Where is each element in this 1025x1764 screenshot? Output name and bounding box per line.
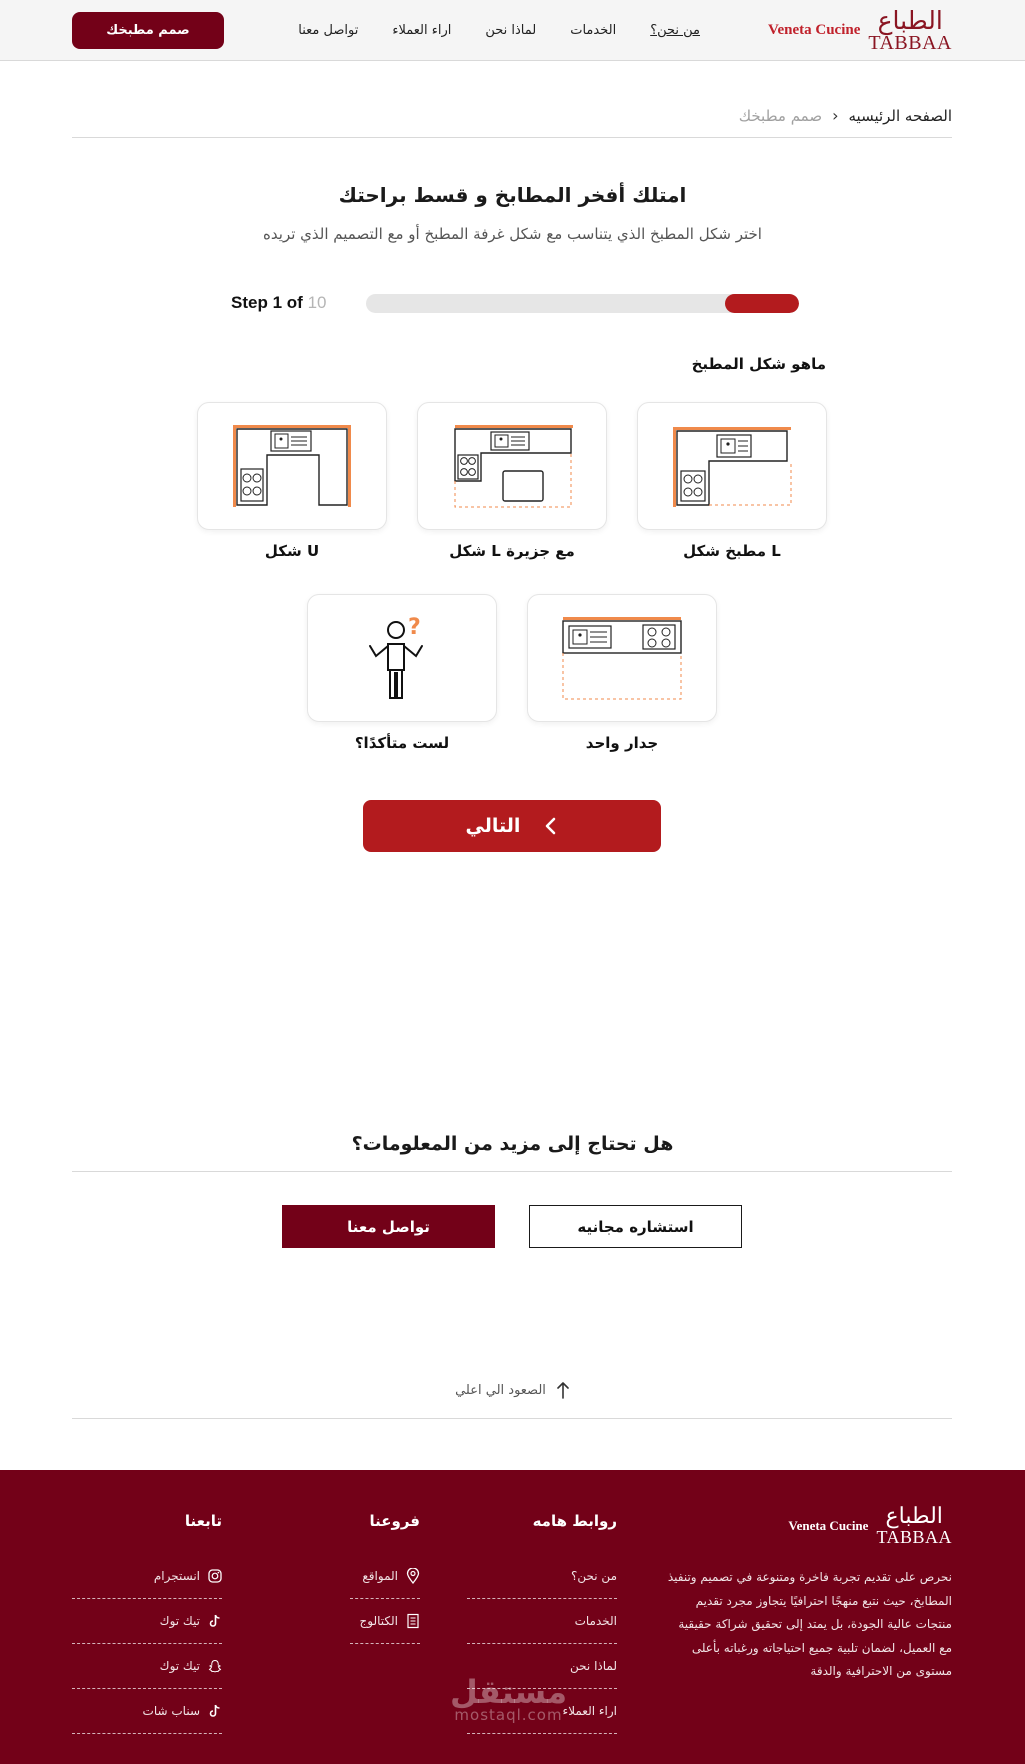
breadcrumb-home-link[interactable]: الصفحه الرئيسيه <box>848 106 952 125</box>
watermark-latin: mostaql.com <box>454 1706 563 1724</box>
option-card-l-island[interactable] <box>417 402 607 530</box>
divider <box>72 1171 952 1172</box>
page-subtitle: اختر شكل المطبخ الذي يتناسب مع شكل غرفة المطبخ أو مع التصميم الذي تريده <box>263 225 762 243</box>
progress-bar <box>366 294 799 313</box>
social-link-instagram[interactable] <box>72 1554 222 1599</box>
footer-branches-column <box>350 1512 420 1644</box>
footer-logo-latin-text: TABBAA <box>876 1527 952 1547</box>
footer-logo-arabic-text: الطباع <box>885 1504 943 1529</box>
brand-logo[interactable] <box>768 6 952 54</box>
tiktok-icon <box>208 1614 222 1628</box>
divider <box>72 1418 952 1419</box>
footer-tabbaa-logo <box>876 1506 952 1546</box>
footer-branches-title: فروعنا <box>369 1512 420 1530</box>
l-shape-island-kitchen-icon <box>447 421 577 511</box>
footer-social-column <box>72 1512 222 1734</box>
breadcrumb <box>739 106 952 125</box>
u-shape-kitchen-icon <box>227 421 357 511</box>
watermark <box>450 1673 568 1724</box>
step-of: of <box>286 293 303 312</box>
chevron-left-icon <box>544 817 558 835</box>
footer-link-label: المواقع <box>362 1569 398 1583</box>
free-consultation-button[interactable]: استشاره مجانيه <box>529 1205 742 1248</box>
option-label-single-wall: جدار واحد <box>585 734 659 752</box>
snapchat-icon <box>208 1659 222 1673</box>
social-link-tiktok[interactable] <box>72 1599 222 1644</box>
watermark-arabic: مستقل <box>450 1673 568 1711</box>
step-prefix: Step <box>231 293 268 312</box>
next-button-label: التالي <box>465 815 521 837</box>
more-info-title: هل تحتاج إلى مزيد من المعلومات؟ <box>351 1133 674 1155</box>
logo-latin-text: TABBAA <box>868 31 952 54</box>
option-card-single-wall[interactable] <box>527 594 717 722</box>
footer-link-catalog[interactable] <box>350 1599 420 1644</box>
step-indicator <box>231 293 326 313</box>
footer-link-label: الخدمات <box>574 1614 617 1628</box>
option-label-unsure: لست متأكدًا؟ <box>354 734 450 752</box>
nav-item-about[interactable]: من نحن؟ <box>650 22 700 38</box>
tiktok-icon <box>208 1704 222 1718</box>
social-link-label: تيك توك <box>159 1659 200 1673</box>
page-title: امتلك أفخر المطابخ و قسط براحتك <box>338 183 687 207</box>
footer-link-about[interactable] <box>467 1554 617 1599</box>
divider <box>72 137 952 138</box>
unsure-person-icon <box>362 610 442 706</box>
breadcrumb-current: صمم مطبخك <box>738 106 823 125</box>
step-total: 10 <box>307 293 327 312</box>
back-to-top[interactable] <box>0 1381 1025 1399</box>
social-link-label: سناب شات <box>142 1704 200 1718</box>
design-kitchen-button[interactable]: صمم مطبخك <box>72 12 224 49</box>
question-label: ماهو شكل المطبخ <box>691 355 826 373</box>
footer-link-label: اراء العملاء <box>562 1704 617 1718</box>
next-button[interactable] <box>363 800 661 852</box>
step-current: 1 <box>272 293 283 312</box>
footer-follow-title: تابعنا <box>184 1512 222 1530</box>
social-link-snapchat-2[interactable] <box>72 1689 222 1734</box>
nav-item-reviews[interactable]: اراء العملاء <box>392 22 452 38</box>
instagram-icon <box>208 1569 222 1583</box>
location-pin-icon <box>406 1568 420 1584</box>
l-shape-kitchen-icon <box>667 421 797 511</box>
back-to-top-label: الصعود الي اعلي <box>455 1382 546 1398</box>
logo-arabic-text: الطباع <box>877 5 943 35</box>
single-wall-kitchen-icon <box>557 613 687 703</box>
option-card-u-shape[interactable] <box>197 402 387 530</box>
catalog-icon <box>406 1613 420 1629</box>
footer-link-label: الكتالوج <box>359 1614 398 1628</box>
site-header <box>0 0 1025 61</box>
footer-about-text: نحرص على تقديم تجربة فاخرة ومتنوعة في تصميم وتنفيذ المطابخ، حيث نتبع منهجًا احترافيًا يتجاوز مجرد تقديم منتجات عالية الجودة، بل يمتد إلى تحقيق شراكة حقيقية مع العميل، لضمان تلبية جميع احتياجاته ورغباته بأعلى مستوى من الاحترافية والدقة <box>667 1570 952 1678</box>
social-link-label: تيك توك <box>159 1614 200 1628</box>
social-link-snapchat[interactable] <box>72 1644 222 1689</box>
footer-links-title: روابط هامه <box>532 1512 617 1530</box>
social-link-label: انستجرام <box>153 1569 200 1583</box>
svg-text:?: ? <box>408 615 421 640</box>
footer-link-label: لماذا نحن <box>570 1659 617 1673</box>
footer-link-services[interactable] <box>467 1599 617 1644</box>
nav-item-services[interactable]: الخدمات <box>570 22 617 38</box>
option-label-l-shape: مطبخ شكل L <box>683 542 781 560</box>
partner-logo-text: Veneta Cucine <box>768 21 861 38</box>
progress-bar-fill <box>725 294 799 313</box>
footer-link-label: من نحن؟ <box>571 1569 617 1583</box>
footer-logo[interactable] <box>788 1506 952 1546</box>
nav-item-contact[interactable]: تواصل معنا <box>298 22 359 38</box>
main-nav <box>298 0 700 60</box>
footer-link-locations[interactable] <box>350 1554 420 1599</box>
option-card-unsure[interactable] <box>307 594 497 722</box>
arrow-up-icon <box>556 1381 570 1399</box>
option-card-l-shape[interactable] <box>637 402 827 530</box>
nav-item-why-us[interactable]: لماذا نحن <box>485 22 537 38</box>
footer-partner-logo-text: Veneta Cucine <box>788 1518 869 1533</box>
tabbaa-logo <box>868 5 952 54</box>
option-label-u-shape: شكل U <box>264 542 320 560</box>
contact-us-button[interactable]: تواصل معنا <box>282 1205 495 1248</box>
chevron-left-icon: › <box>832 106 839 125</box>
option-label-l-island: شكل L مع جزيرة <box>449 542 575 560</box>
